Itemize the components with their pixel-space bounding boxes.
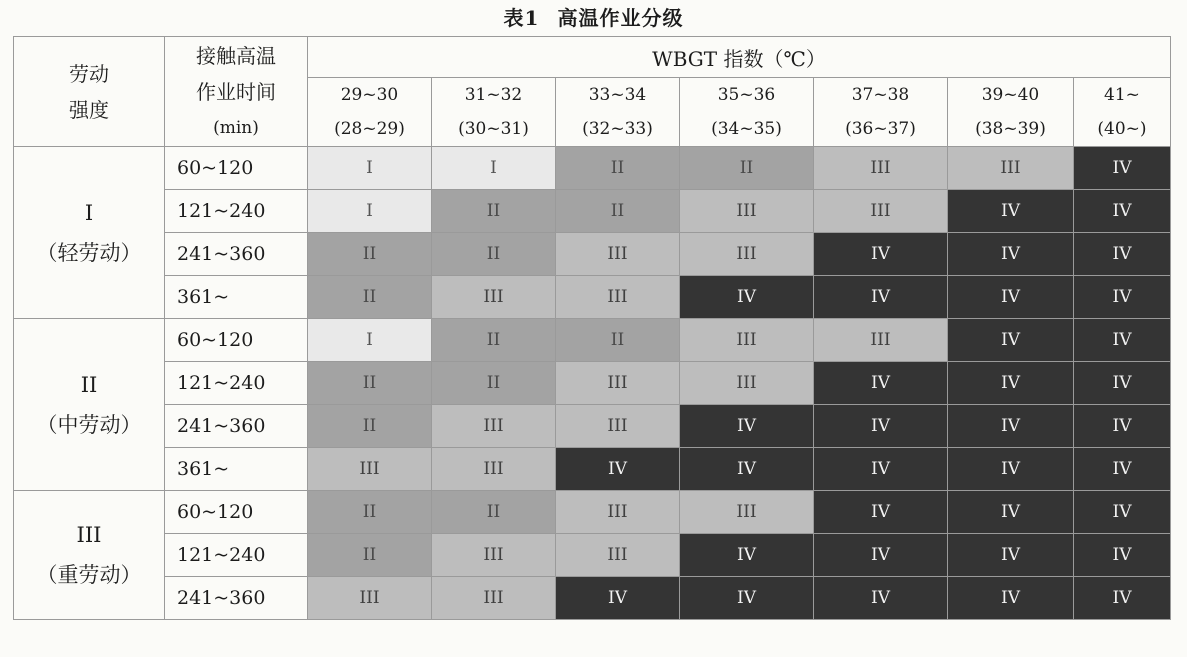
classification-level-cell: IV [1074,190,1171,233]
classification-level-cell: IV [948,319,1074,362]
classification-level-cell: II [308,362,432,405]
classification-level-cell: IV [1074,534,1171,577]
wbgt-range-main: 31~32 [464,85,523,105]
exposure-time-cell: 60~120 [165,319,308,362]
wbgt-range-main: 39~40 [981,85,1040,105]
classification-level-cell: III [556,362,680,405]
classification-level-cell: IV [1074,233,1171,276]
classification-level-cell: III [432,448,556,491]
classification-level-cell: III [948,147,1074,190]
table-row [14,491,1171,534]
classification-level-cell: IV [680,448,814,491]
classification-level-cell: IV [814,405,948,448]
exposure-time-cell: 60~120 [165,147,308,190]
classification-level-cell: III [680,190,814,233]
classification-level-cell: I [308,147,432,190]
classification-level-cell: IV [680,405,814,448]
classification-level-cell: IV [680,534,814,577]
exposure-time-cell: 121~240 [165,534,308,577]
wbgt-range-alt: (40~) [1097,119,1147,139]
classification-level-cell: III [432,534,556,577]
exposure-time-header-line1: 接触高温 [196,43,276,68]
classification-level-cell: I [432,147,556,190]
classification-level-cell: III [432,276,556,319]
classification-level-cell: II [556,190,680,233]
table-row [14,362,1171,405]
classification-level-cell: II [680,147,814,190]
classification-level-cell: II [308,491,432,534]
wbgt-range-alt: (36~37) [845,119,916,139]
classification-level-cell: IV [948,577,1074,620]
classification-level-cell: IV [1074,577,1171,620]
table-row [14,577,1171,620]
heat-work-classification-table [13,36,1171,620]
labor-intensity-header-line1: 劳动 [69,61,109,86]
classification-level-cell: II [308,276,432,319]
wbgt-range-alt: (28~29) [334,119,405,139]
classification-level-cell: II [432,190,556,233]
classification-level-cell: IV [948,448,1074,491]
wbgt-range-alt: (38~39) [975,119,1046,139]
labor-intensity-header [14,37,165,147]
classification-level-cell: IV [948,405,1074,448]
classification-level-cell: I [308,190,432,233]
classification-level-cell: IV [680,577,814,620]
classification-level-cell: IV [1074,147,1171,190]
classification-level-cell: III [680,319,814,362]
classification-level-cell: IV [680,276,814,319]
labor-intensity-level: II [80,372,98,397]
classification-level-cell: III [556,233,680,276]
wbgt-index-header: WBGT 指数（℃） [308,37,1171,78]
labor-intensity-name: （轻劳动） [36,240,142,265]
classification-level-cell: III [680,233,814,276]
classification-level-cell: III [308,448,432,491]
classification-level-cell: IV [814,448,948,491]
exposure-time-cell: 241~360 [165,405,308,448]
classification-level-cell: IV [948,276,1074,319]
classification-level-cell: I [308,319,432,362]
classification-level-cell: III [556,534,680,577]
labor-intensity-level: III [76,523,102,547]
classification-level-cell: III [432,577,556,620]
exposure-time-cell: 241~360 [165,577,308,620]
table-row [14,190,1171,233]
classification-level-cell: IV [814,577,948,620]
wbgt-range-alt: (30~31) [458,119,529,139]
wbgt-range-header [556,78,680,147]
exposure-time-cell: 361~ [165,448,308,491]
exposure-time-header [165,37,308,147]
classification-level-cell: II [432,491,556,534]
table-row [14,405,1171,448]
table-row [14,319,1171,362]
classification-level-cell: IV [1074,448,1171,491]
classification-level-cell: III [556,405,680,448]
classification-level-cell: IV [814,534,948,577]
classification-level-cell: II [308,233,432,276]
table-title [0,2,1187,31]
exposure-time-cell: 121~240 [165,362,308,405]
classification-level-cell: IV [948,233,1074,276]
classification-level-cell: IV [1074,491,1171,534]
table-row [14,233,1171,276]
labor-intensity-group [14,319,165,491]
classification-level-cell: II [432,233,556,276]
exposure-time-cell: 121~240 [165,190,308,233]
labor-intensity-name: （重劳动） [36,563,142,587]
exposure-time-header-line2: 作业时间 [196,79,276,104]
wbgt-range-main: 29~30 [340,85,399,105]
table-number: 表1 [503,6,540,30]
wbgt-range-header [814,78,948,147]
classification-level-cell: IV [1074,362,1171,405]
classification-level-cell: IV [1074,276,1171,319]
classification-level-cell: III [814,147,948,190]
table-row [14,534,1171,577]
classification-level-cell: II [556,147,680,190]
labor-intensity-header-line2: 强度 [69,97,109,122]
wbgt-range-main: 37~38 [851,85,910,105]
classification-level-cell: IV [1074,319,1171,362]
wbgt-range-main: 33~34 [588,85,647,105]
classification-level-cell: IV [948,534,1074,577]
classification-level-cell: IV [948,190,1074,233]
classification-level-cell: IV [814,362,948,405]
classification-level-cell: II [432,319,556,362]
classification-level-cell: IV [1074,405,1171,448]
exposure-time-cell: 60~120 [165,491,308,534]
exposure-time-cell: 241~360 [165,233,308,276]
wbgt-range-main: 41~ [1104,85,1140,105]
classification-level-cell: III [308,577,432,620]
exposure-time-cell: 361~ [165,276,308,319]
table-row [14,147,1171,190]
classification-level-cell: III [814,319,948,362]
classification-level-cell: II [556,319,680,362]
wbgt-range-header [1074,78,1171,147]
classification-level-cell: IV [948,491,1074,534]
exposure-time-unit: (min) [213,117,259,138]
classification-level-cell: IV [556,577,680,620]
table-title-text: 高温作业分级 [557,6,684,30]
wbgt-range-header [308,78,432,147]
classification-level-cell: IV [556,448,680,491]
classification-level-cell: IV [814,276,948,319]
classification-level-cell: III [814,190,948,233]
wbgt-range-header [948,78,1074,147]
classification-level-cell: III [432,405,556,448]
labor-intensity-group [14,491,165,620]
labor-intensity-level: I [84,200,94,225]
labor-intensity-name: （中劳动） [36,412,142,437]
classification-level-cell: IV [814,233,948,276]
table-row [14,448,1171,491]
wbgt-range-header [680,78,814,147]
wbgt-range-header [432,78,556,147]
classification-level-cell: III [680,362,814,405]
classification-level-cell: II [308,534,432,577]
classification-level-cell: II [432,362,556,405]
table-row [14,276,1171,319]
wbgt-range-alt: (34~35) [711,119,782,139]
classification-level-cell: IV [814,491,948,534]
wbgt-range-alt: (32~33) [582,119,653,139]
labor-intensity-group [14,147,165,319]
classification-level-cell: III [556,276,680,319]
classification-level-cell: III [680,491,814,534]
classification-level-cell: II [308,405,432,448]
wbgt-range-main: 35~36 [717,85,776,105]
classification-level-cell: IV [948,362,1074,405]
classification-level-cell: III [556,491,680,534]
